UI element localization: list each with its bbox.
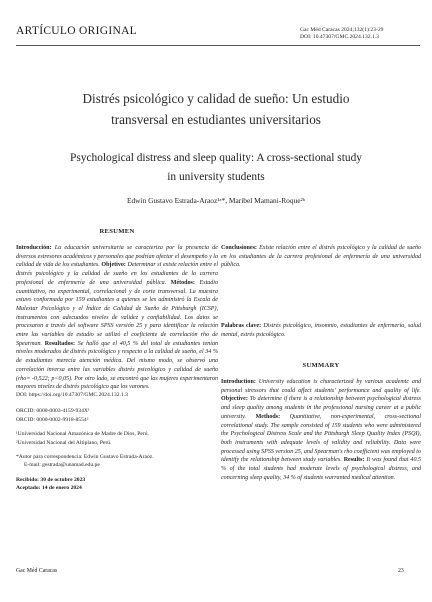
- summary-section: [221, 362, 421, 482]
- article-meta: [16, 391, 218, 493]
- footer-journal: Gac Méd Caracas: [16, 568, 58, 574]
- orcid-2[interactable]: ORCID: 0000-0002-9918-8554²: [16, 416, 89, 423]
- resumen-conclusion-label: Conclusiones:: [221, 245, 257, 251]
- summary-body: Introduction: University education is characterized by various academic and personal stressors that could affect students' performance and quality of life. Objective: To determine if there is a relationship between psychological distress and sleep quality among students in the professional nursing career at a public university. Methods: Quantitative, non-experimental, cross-sectional correlational study. The sample consisted of 159 students who were administered the Psychological Distress Scale and the Pittsburgh Sleep Quality Index (PSQI), both instruments with adequate levels of validity and reliability. Data were processed using SPSS version 25, and Spearman's rho coefficient was employed to identify the relationship between study variables. Results: It was found that 40.5 % of the total students had moderate levels of psychological distress, and concerning sleep quality, 34 % of students warranted medical attention.: [221, 379, 422, 481]
- doi-line: DOI: 10.47307/GMC.2024.132.1.3: [300, 34, 379, 40]
- section-label: ARTÍCULO ORIGINAL: [16, 25, 137, 37]
- header-divider: [16, 45, 420, 46]
- keywords-label: Palabras clave:: [221, 323, 262, 329]
- resumen-heading: RESUMEN: [99, 228, 135, 235]
- correspondence: *Autor para correspondencia: Edwin Gustavo Estrada-Araoz.: [16, 454, 154, 461]
- summary-heading: SUMMARY: [302, 362, 340, 369]
- resumen-section: [16, 228, 218, 392]
- authors-line: Edwin Gustavo Estrada-Araoz¹ᵃ*, Maribel Mamani-Roque²ᵇ: [126, 196, 306, 205]
- affiliation-1: ¹Universidad Nacional Amazónica de Madre de Dios, Perú.: [16, 431, 149, 438]
- journal-citation: [300, 27, 383, 41]
- accepted-date: Aceptado: 14 de enero 2024: [16, 485, 82, 492]
- affiliation-2: ²Universidad Nacional del Altiplano, Perú.: [16, 439, 112, 446]
- resumen-body: Introducción: La educación universitaria se caracteriza por la presencia de diversos estresores académicos y personales que podrían afectar el desempeño y la calidad de vida de los estudiantes. Objetivo: Determinar si existe relación entre el distrés psicológico y la calidad de sueño en los estudiantes de la carrera profesional de enfermería de una universidad pública. Métodos: Estudio cuantitativo, no experimental, correlacional y de corte transversal. La muestra estuvo conformada por 159 estudiantes a quienes se les administró la Escala de Malestar Psicológico y el Índice de Calidad de Sueño de Pittsburgh (ICSP), instrumentos con adecuados niveles de validez y confiabilidad. Los datos se procesaron a través del software SPSS versión 25 y para identificar la relación entre las variables de estudio se utilizó el coeficiente de correlación rho de Spearman. Resultados: Se halló que el 40,5 % del total de estudiantes tenían niveles moderados de distrés psicológico y respecto a la calidad de sueño, el 34 % de estudiantes merecía atención médica. Del mismo modo, se observó una correlación inversa entre las variables distrés psicológico y calidad de sueño (rho= -0,522; p<0,05). Por otro lado, se encontró que las mujeres experimentaron mayores niveles de distrés psicológico que los varones.: [16, 245, 219, 391]
- received-date: Recibido: 30 de octubre 2023: [16, 476, 86, 483]
- keywords-block: [221, 322, 421, 339]
- title-spanish: Distrés psicológico y calidad de sueño: Un estudio transversal en estudiantes universitarios: [82, 91, 350, 127]
- correspondence-email[interactable]: E-mail: gestrada@unamad.edu.pe: [24, 462, 100, 469]
- title-english: Psychological distress and sleep quality: A cross-sectional study in university students: [69, 152, 362, 183]
- journal-line: Gac Méd Caracas 2024;132(1):23-29: [300, 27, 384, 33]
- resumen-continued: [221, 244, 421, 270]
- orcid-1[interactable]: ORCID: 0000-0003-4159-934X¹: [16, 408, 90, 415]
- keywords-text: Distrés psicológico, insomnio, estudiantes de enfermería, salud mental, estrés psicológico.: [221, 323, 421, 338]
- article-doi[interactable]: DOI: https://doi.org/10.47307/GMC.2024.132.1.3: [16, 392, 128, 398]
- resumen-continued-body: Conclusiones: Existe relación entre el distrés psicológico y la calidad de sueño en los estudiantes de la carrera profesional de enfermería de una universidad pública.: [221, 245, 421, 269]
- page-number: 23: [398, 568, 404, 574]
